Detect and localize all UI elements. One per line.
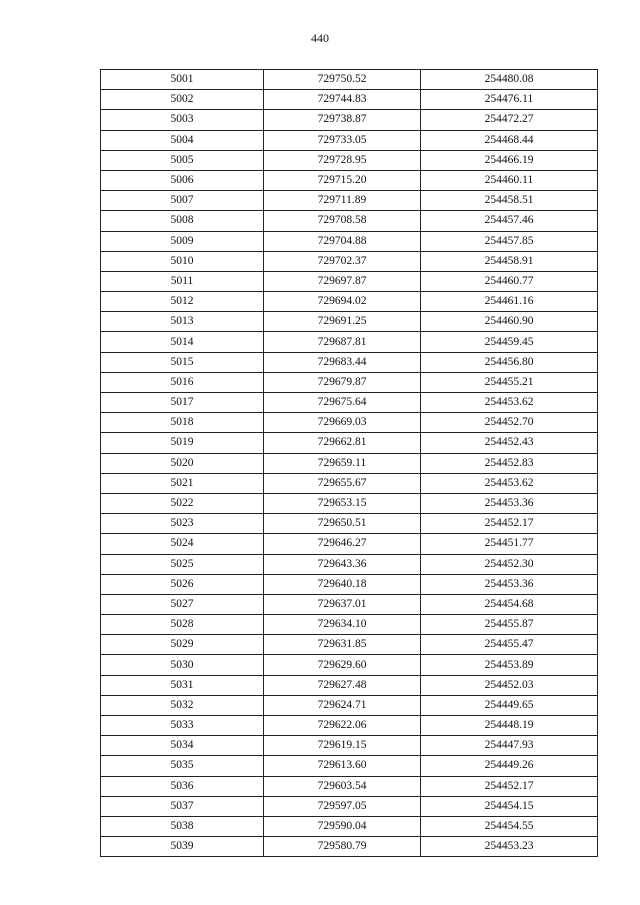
x-coordinate-cell: 729622.06 <box>264 716 421 736</box>
y-coordinate-cell: 254451.77 <box>421 534 598 554</box>
y-coordinate-cell: 254460.77 <box>421 271 598 291</box>
y-coordinate-cell: 254448.19 <box>421 716 598 736</box>
table-row <box>101 615 598 635</box>
x-coordinate-cell: 729613.60 <box>264 756 421 776</box>
table-row <box>101 534 598 554</box>
table-row <box>101 695 598 715</box>
x-coordinate-cell: 729597.05 <box>264 796 421 816</box>
y-coordinate-cell: 254458.91 <box>421 251 598 271</box>
x-coordinate-cell: 729659.11 <box>264 453 421 473</box>
y-coordinate-cell: 254468.44 <box>421 130 598 150</box>
x-coordinate-cell: 729650.51 <box>264 514 421 534</box>
point-id-cell: 5035 <box>101 756 264 776</box>
point-id-cell: 5018 <box>101 413 264 433</box>
x-coordinate-cell: 729728.95 <box>264 150 421 170</box>
x-coordinate-cell: 729715.20 <box>264 170 421 190</box>
x-coordinate-cell: 729634.10 <box>264 615 421 635</box>
page-number: 440 <box>311 31 329 45</box>
point-id-cell: 5001 <box>101 70 264 90</box>
coordinate-table-body <box>101 70 598 857</box>
point-id-cell: 5024 <box>101 534 264 554</box>
x-coordinate-cell: 729738.87 <box>264 110 421 130</box>
table-row <box>101 191 598 211</box>
x-coordinate-cell: 729702.37 <box>264 251 421 271</box>
point-id-cell: 5003 <box>101 110 264 130</box>
table-row <box>101 70 598 90</box>
y-coordinate-cell: 254452.43 <box>421 433 598 453</box>
x-coordinate-cell: 729631.85 <box>264 635 421 655</box>
y-coordinate-cell: 254460.11 <box>421 170 598 190</box>
table-row <box>101 473 598 493</box>
point-id-cell: 5005 <box>101 150 264 170</box>
x-coordinate-cell: 729704.88 <box>264 231 421 251</box>
y-coordinate-cell: 254472.27 <box>421 110 598 130</box>
table-row <box>101 675 598 695</box>
point-id-cell: 5033 <box>101 716 264 736</box>
table-row <box>101 736 598 756</box>
y-coordinate-cell: 254452.30 <box>421 554 598 574</box>
x-coordinate-cell: 729687.81 <box>264 332 421 352</box>
table-row <box>101 413 598 433</box>
y-coordinate-cell: 254452.17 <box>421 514 598 534</box>
table-row <box>101 433 598 453</box>
table-row <box>101 756 598 776</box>
table-row <box>101 170 598 190</box>
point-id-cell: 5020 <box>101 453 264 473</box>
table-row <box>101 594 598 614</box>
y-coordinate-cell: 254455.47 <box>421 635 598 655</box>
y-coordinate-cell: 254453.36 <box>421 493 598 513</box>
point-id-cell: 5031 <box>101 675 264 695</box>
coordinate-table <box>100 69 598 857</box>
y-coordinate-cell: 254457.85 <box>421 231 598 251</box>
x-coordinate-cell: 729655.67 <box>264 473 421 493</box>
y-coordinate-cell: 254454.55 <box>421 816 598 836</box>
point-id-cell: 5008 <box>101 211 264 231</box>
y-coordinate-cell: 254454.68 <box>421 594 598 614</box>
table-row <box>101 211 598 231</box>
table-row <box>101 372 598 392</box>
y-coordinate-cell: 254456.80 <box>421 352 598 372</box>
point-id-cell: 5039 <box>101 837 264 857</box>
point-id-cell: 5014 <box>101 332 264 352</box>
y-coordinate-cell: 254458.51 <box>421 191 598 211</box>
point-id-cell: 5023 <box>101 514 264 534</box>
y-coordinate-cell: 254461.16 <box>421 292 598 312</box>
point-id-cell: 5019 <box>101 433 264 453</box>
x-coordinate-cell: 729643.36 <box>264 554 421 574</box>
y-coordinate-cell: 254453.89 <box>421 655 598 675</box>
table-row <box>101 776 598 796</box>
point-id-cell: 5010 <box>101 251 264 271</box>
x-coordinate-cell: 729750.52 <box>264 70 421 90</box>
y-coordinate-cell: 254455.87 <box>421 615 598 635</box>
x-coordinate-cell: 729662.81 <box>264 433 421 453</box>
x-coordinate-cell: 729675.64 <box>264 393 421 413</box>
point-id-cell: 5036 <box>101 776 264 796</box>
y-coordinate-cell: 254453.36 <box>421 574 598 594</box>
point-id-cell: 5030 <box>101 655 264 675</box>
y-coordinate-cell: 254449.26 <box>421 756 598 776</box>
table-row <box>101 796 598 816</box>
x-coordinate-cell: 729619.15 <box>264 736 421 756</box>
table-row <box>101 574 598 594</box>
table-row <box>101 453 598 473</box>
point-id-cell: 5038 <box>101 816 264 836</box>
x-coordinate-cell: 729590.04 <box>264 816 421 836</box>
point-id-cell: 5025 <box>101 554 264 574</box>
y-coordinate-cell: 254466.19 <box>421 150 598 170</box>
point-id-cell: 5029 <box>101 635 264 655</box>
x-coordinate-cell: 729627.48 <box>264 675 421 695</box>
x-coordinate-cell: 729624.71 <box>264 695 421 715</box>
table-row <box>101 837 598 857</box>
y-coordinate-cell: 254452.03 <box>421 675 598 695</box>
y-coordinate-cell: 254452.17 <box>421 776 598 796</box>
x-coordinate-cell: 729640.18 <box>264 574 421 594</box>
y-coordinate-cell: 254460.90 <box>421 312 598 332</box>
point-id-cell: 5015 <box>101 352 264 372</box>
table-row <box>101 231 598 251</box>
point-id-cell: 5021 <box>101 473 264 493</box>
point-id-cell: 5012 <box>101 292 264 312</box>
table-row <box>101 816 598 836</box>
x-coordinate-cell: 729637.01 <box>264 594 421 614</box>
point-id-cell: 5017 <box>101 393 264 413</box>
table-row <box>101 635 598 655</box>
point-id-cell: 5013 <box>101 312 264 332</box>
table-row <box>101 110 598 130</box>
x-coordinate-cell: 729697.87 <box>264 271 421 291</box>
x-coordinate-cell: 729679.87 <box>264 372 421 392</box>
x-coordinate-cell: 729708.58 <box>264 211 421 231</box>
table-row <box>101 514 598 534</box>
y-coordinate-cell: 254453.62 <box>421 393 598 413</box>
table-row <box>101 554 598 574</box>
x-coordinate-cell: 729694.02 <box>264 292 421 312</box>
x-coordinate-cell: 729683.44 <box>264 352 421 372</box>
table-row <box>101 90 598 110</box>
point-id-cell: 5027 <box>101 594 264 614</box>
point-id-cell: 5028 <box>101 615 264 635</box>
point-id-cell: 5022 <box>101 493 264 513</box>
y-coordinate-cell: 254480.08 <box>421 70 598 90</box>
x-coordinate-cell: 729580.79 <box>264 837 421 857</box>
point-id-cell: 5004 <box>101 130 264 150</box>
y-coordinate-cell: 254457.46 <box>421 211 598 231</box>
x-coordinate-cell: 729653.15 <box>264 493 421 513</box>
point-id-cell: 5037 <box>101 796 264 816</box>
table-row <box>101 655 598 675</box>
x-coordinate-cell: 729691.25 <box>264 312 421 332</box>
point-id-cell: 5009 <box>101 231 264 251</box>
table-row <box>101 493 598 513</box>
table-row <box>101 312 598 332</box>
table-row <box>101 292 598 312</box>
x-coordinate-cell: 729669.03 <box>264 413 421 433</box>
table-row <box>101 130 598 150</box>
table-row <box>101 716 598 736</box>
x-coordinate-cell: 729629.60 <box>264 655 421 675</box>
point-id-cell: 5026 <box>101 574 264 594</box>
point-id-cell: 5011 <box>101 271 264 291</box>
table-row <box>101 271 598 291</box>
point-id-cell: 5002 <box>101 90 264 110</box>
y-coordinate-cell: 254453.23 <box>421 837 598 857</box>
point-id-cell: 5007 <box>101 191 264 211</box>
table-row <box>101 393 598 413</box>
y-coordinate-cell: 254449.65 <box>421 695 598 715</box>
point-id-cell: 5006 <box>101 170 264 190</box>
y-coordinate-cell: 254447.93 <box>421 736 598 756</box>
table-row <box>101 332 598 352</box>
y-coordinate-cell: 254454.15 <box>421 796 598 816</box>
point-id-cell: 5034 <box>101 736 264 756</box>
x-coordinate-cell: 729711.89 <box>264 191 421 211</box>
point-id-cell: 5016 <box>101 372 264 392</box>
y-coordinate-cell: 254452.70 <box>421 413 598 433</box>
x-coordinate-cell: 729603.54 <box>264 776 421 796</box>
y-coordinate-cell: 254476.11 <box>421 90 598 110</box>
x-coordinate-cell: 729646.27 <box>264 534 421 554</box>
table-row <box>101 251 598 271</box>
y-coordinate-cell: 254455.21 <box>421 372 598 392</box>
y-coordinate-cell: 254459.45 <box>421 332 598 352</box>
point-id-cell: 5032 <box>101 695 264 715</box>
table-row <box>101 352 598 372</box>
y-coordinate-cell: 254453.62 <box>421 473 598 493</box>
y-coordinate-cell: 254452.83 <box>421 453 598 473</box>
table-row <box>101 150 598 170</box>
x-coordinate-cell: 729733.05 <box>264 130 421 150</box>
x-coordinate-cell: 729744.83 <box>264 90 421 110</box>
